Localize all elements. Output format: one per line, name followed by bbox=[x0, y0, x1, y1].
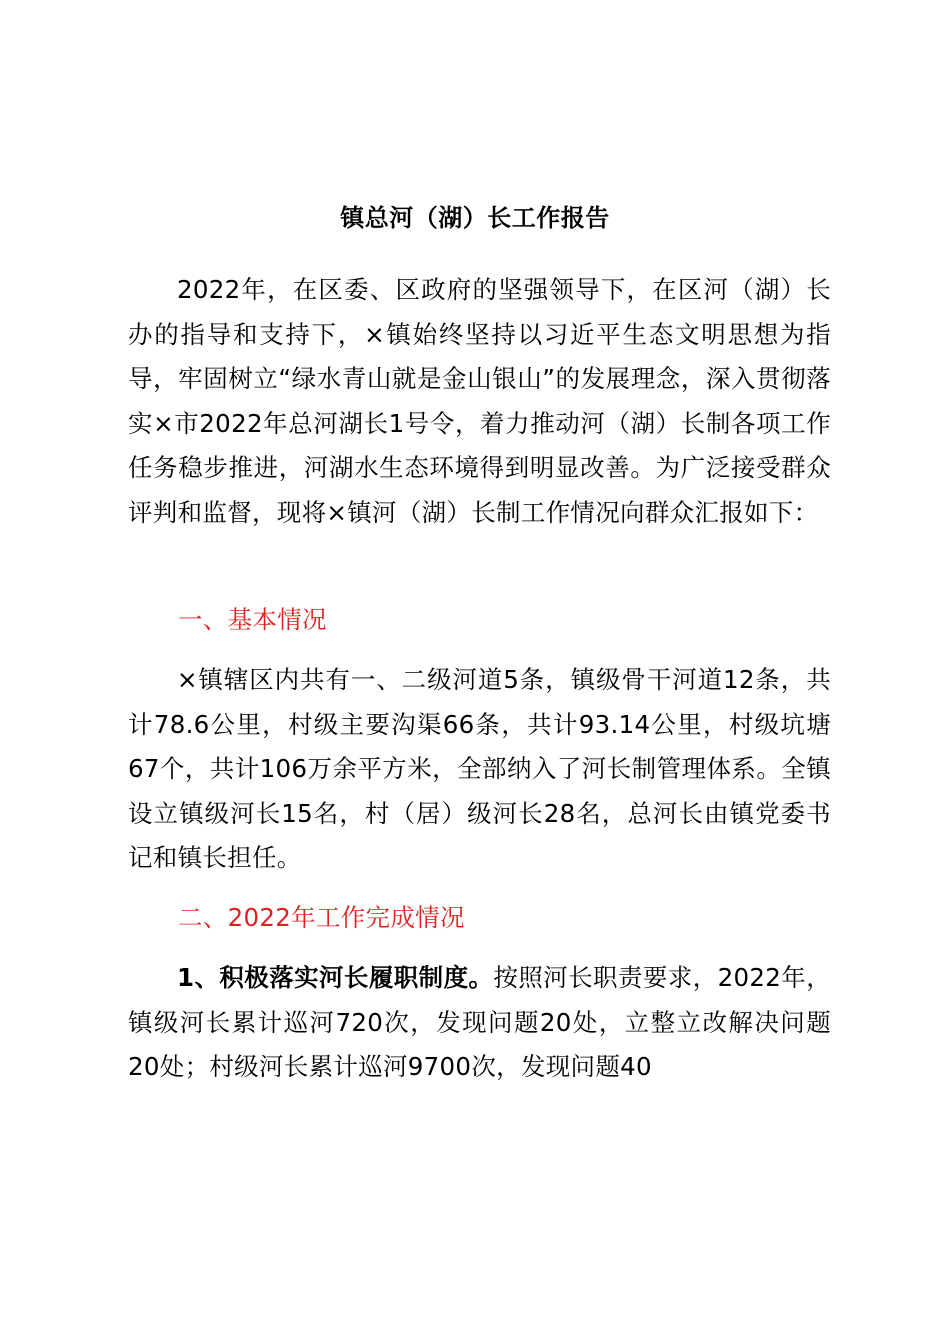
intro-paragraph: 2022年，在区委、区政府的坚强领导下，在区河（湖）长办的指导和支持下，×镇始终坚持以习近平生态文明思想为指导，牢固树立“绿水青山就是金山银山”的发展理念，深入贯彻落实×市2022年总河湖长1号令，着力推动河（湖）长制各项工作任务稳步推进，河湖水生态环境得到明显改善。为广泛接受群众评判和监督，现将×镇河（湖）长制工作情况向群众汇报如下： bbox=[128, 275, 831, 527]
basic-info-paragraph: ×镇辖区内共有一、二级河道5条，镇级骨干河道12条，共计78.6公里，村级主要沟渠66条，共计93.14公里，村级坑塘67个，共计106万余平方米，全部纳入了河长制管理体系。全镇设立镇级河长15名，村（居）级河长28名，总河长由镇党委书记和镇长担任。 bbox=[128, 665, 831, 872]
section-heading-basic-info: 一、基本情况 bbox=[178, 605, 327, 634]
section-heading-work-completion: 二、2022年工作完成情况 bbox=[178, 903, 465, 932]
document-title: 镇总河（湖）长工作报告 bbox=[340, 204, 610, 232]
item1-lead: 1、积极落实河长履职制度。 bbox=[177, 963, 494, 992]
item1-text: 按照河长职责要求，2022年，镇级河长累计巡河720次，发现问题20处，立整立改解决问题20处；村级河长累计巡河9700次，发现问题40 bbox=[128, 963, 831, 1081]
item1-paragraph bbox=[128, 956, 831, 1090]
